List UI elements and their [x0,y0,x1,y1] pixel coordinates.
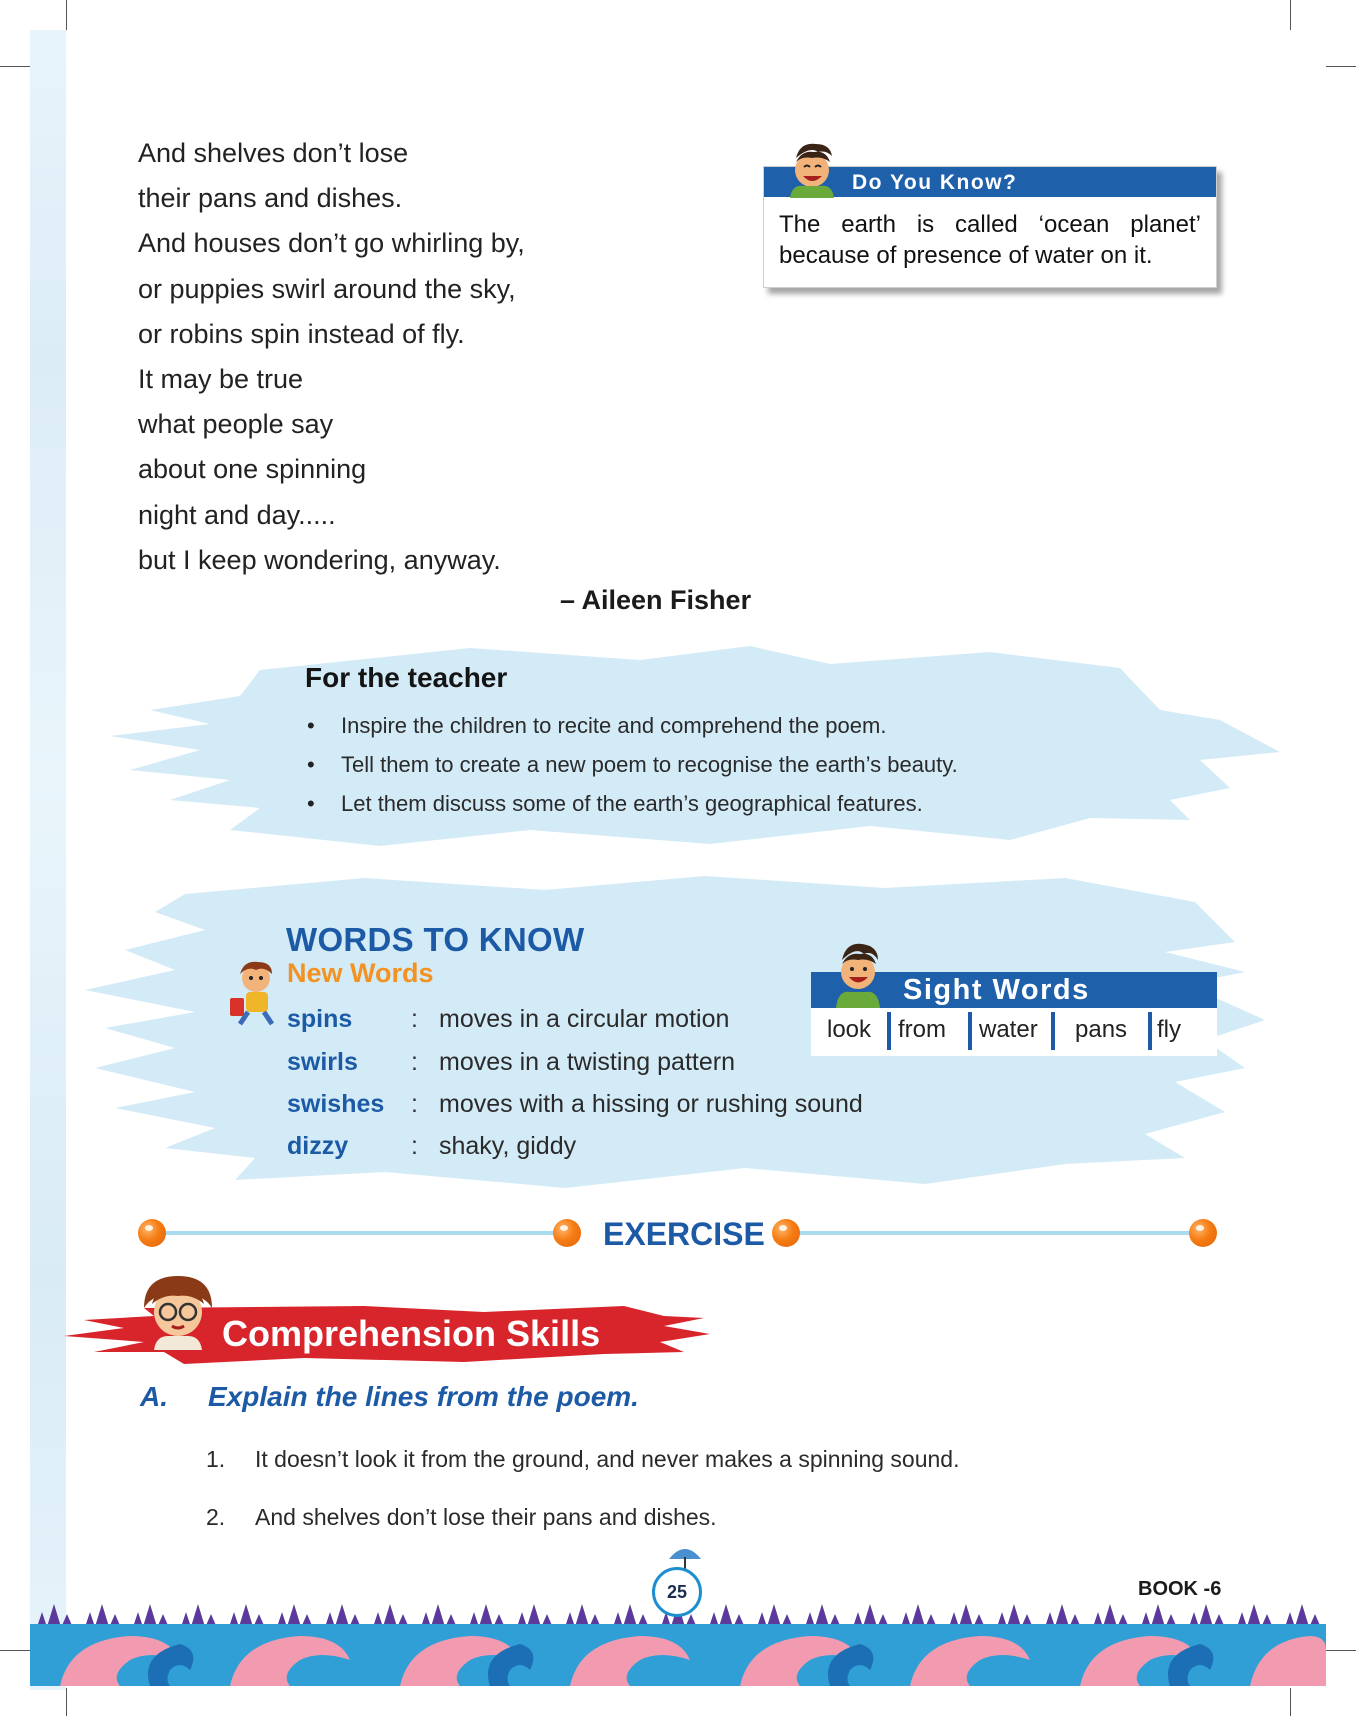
vocab-word: dizzy [287,1132,349,1160]
vocab-separator: : [411,1048,418,1076]
book-label: BOOK -6 [1138,1578,1222,1600]
poem-line: or robins spin instead of fly. [138,318,465,349]
question-number: 2. [206,1504,226,1530]
list-item: • Inspire the children to recite and comprehend the poem. [305,706,958,745]
sight-word-divider [1148,1012,1152,1050]
question-text: And shelves don’t lose their pans and dishes. [255,1504,717,1530]
side-decor-strip [30,30,66,1690]
girl-with-glasses-mascot-icon [138,1272,218,1350]
list-item: • Let them discuss some of the earth’s geographical features. [305,784,958,823]
do-you-know-title: Do You Know? [852,171,1018,194]
vocab-word: spins [287,1005,353,1033]
poem-author: – Aileen Fisher [560,585,752,615]
vocab-separator: : [411,1090,418,1118]
vocab-meaning: moves with a hissing or rushing sound [439,1090,863,1118]
teacher-title: For the teacher [305,662,508,693]
vocab-word: swirls [287,1048,358,1076]
question-number: 1. [206,1446,226,1472]
do-you-know-text: The earth is called ‘ocean planet’ because of presence of water on it. [779,211,1201,269]
crop-mark [66,0,67,30]
divider-line [794,1231,1202,1235]
divider-line [153,1231,563,1235]
vocab-meaning: shaky, giddy [439,1132,577,1160]
poem-line: but I keep wondering, anyway. [138,544,501,575]
words-to-know-title: WORDS TO KNOW [286,921,585,958]
vocab-meaning: moves in a circular motion [439,1005,730,1033]
vocab-word: swishes [287,1090,385,1118]
new-words-subtitle: New Words [287,958,434,988]
page-number: 25 [652,1567,702,1617]
boy-mascot-icon [782,140,840,198]
exercise-title: EXERCISE [603,1216,765,1252]
reading-boy-mascot-icon [226,958,286,1026]
crop-mark [1326,66,1356,67]
teacher-notes-list [305,706,958,823]
question-text: It doesn’t look it from the ground, and never makes a spinning sound. [255,1446,960,1472]
sight-word-divider [968,1012,972,1050]
poem [138,131,525,583]
section-instruction: Explain the lines from the poem. [208,1381,639,1412]
vocab-separator: : [411,1005,418,1033]
poem-line: And houses don’t go whirling by, [138,228,525,259]
sight-word: water [979,1016,1038,1043]
comprehension-title: Comprehension Skills [222,1313,601,1354]
sight-words-title: Sight Words [903,974,1090,1006]
orange-bullet-icon [1189,1219,1217,1247]
sight-word-divider [1051,1012,1055,1050]
orange-bullet-icon [553,1219,581,1247]
section-letter: A. [140,1381,168,1412]
poem-line: night and day..... [138,499,336,530]
poem-line: their pans and dishes. [138,183,403,214]
crop-mark [1290,1688,1291,1716]
crop-mark [1326,1650,1356,1651]
poem-line: It may be true [138,364,304,395]
crop-mark [0,1650,30,1651]
sight-word: look [827,1016,872,1043]
crop-mark [1290,0,1291,30]
sight-word: fly [1157,1016,1181,1043]
vocab-separator: : [411,1132,418,1160]
boy-mascot-icon [828,942,888,1008]
poem-line: And shelves don’t lose [138,138,409,168]
sight-word: from [898,1016,946,1043]
poem-line: about one spinning [138,454,367,485]
sight-word-divider [887,1012,891,1050]
orange-bullet-icon [138,1219,166,1247]
poem-line: what people say [138,409,334,440]
crop-mark [0,66,30,67]
vocab-meaning: moves in a twisting pattern [439,1048,735,1076]
poem-line: or puppies swirl around the sky, [138,273,516,304]
orange-bullet-icon [772,1219,800,1247]
crop-mark [66,1688,67,1716]
list-item: • Tell them to create a new poem to recognise the earth’s beauty. [305,745,958,784]
sight-word: pans [1075,1016,1128,1043]
